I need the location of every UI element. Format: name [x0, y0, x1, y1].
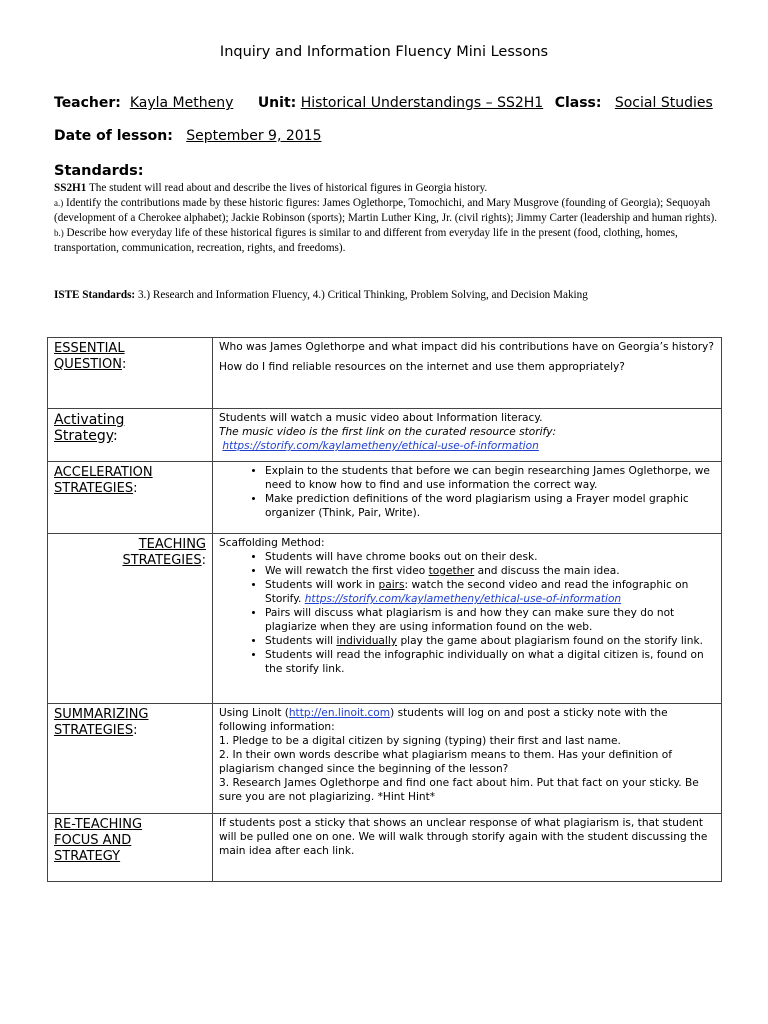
storify-link[interactable]: https://storify.com/kaylametheny/ethical-use-of-information [304, 593, 622, 605]
date-value: September 9, 2015 [186, 128, 322, 144]
list-item: • We will rewatch the first video together and discuss the main idea. [265, 564, 715, 578]
reteaching-content: If students post a sticky that shows an unclear response of what plagiarism is, that student will be pulled one on one. We will walk through storify again with the student discussing the main idea after each link. [213, 814, 722, 882]
date-row [54, 128, 322, 144]
lesson-table [47, 337, 722, 882]
standard-a-text: Identify the contributions made by these historic figures: James Oglethorpe, Tomochichi, and Mary Musgrove (founding of Georgia); Sequoyah (development of a Cherokee alphabet); Jackie Robinson (sports); Martin Luther King, Jr. (civil rights); Jimmy Carter (leadership and human rights). [54, 197, 718, 224]
list-item: • Students will read the infographic individually on what a digital citizen is, found on the storify link. [265, 648, 715, 676]
summarizing-line-2: 1. Pledge to be a digital citizen by signing (typing) their first and last name. [219, 735, 621, 747]
activating-strategy-label: Activating Strategy: [48, 409, 213, 462]
summarizing-strategies-label: SUMMARIZING STRATEGIES: [48, 704, 213, 814]
teacher-label: Teacher: [54, 95, 121, 111]
linoit-link[interactable]: http://en.linoit.com [288, 707, 391, 719]
row-activating-strategy [48, 409, 722, 462]
row-acceleration-strategies [48, 462, 722, 534]
activating-line-2: The music video is the first link on the curated resource storify: [219, 426, 557, 438]
iste-label: ISTE Standards: [54, 289, 136, 301]
reteaching-label: RE-TEACHING FOCUS AND STRATEGY [48, 814, 213, 882]
summarizing-line-3: 2. In their own words describe what plagiarism means to them. Has your definition of plagiarism changed since the beginning of the lesson? [219, 749, 672, 775]
activating-strategy-content [213, 409, 722, 462]
iste-standards [54, 289, 734, 301]
teacher-value: Kayla Metheny [129, 95, 234, 111]
class-label: Class: [554, 95, 602, 111]
list-item: • Students will individually play the game about plagiarism found on the storify link. [265, 634, 715, 648]
document-title: Inquiry and Information Fluency Mini Lessons [219, 44, 549, 60]
summarizing-line-4: 3. Research James Oglethorpe and find one fact about him. Put that fact on your sticky. Be sure you are not plagiarizing. *Hint Hint* [219, 777, 699, 803]
unit-value: Historical Understandings – SS2H1 [300, 95, 544, 111]
standard-b-text: Describe how everyday life of these historical figures is similar to and different from everyday life in the present (food, clothing, homes, transportation, communication, recreation, rights, and freedoms). [54, 227, 678, 254]
summarizing-strategies-content: Using LinoIt (http://en.linoit.com) students will log on and post a sticky note with the following information: 1. Pledge to be a digital citizen by signing (typing) their first and last name. 2. In their own words describe what plagiarism means to them. Has your definition of plagiarism changed since the beginning of the lesson? 3. Research James Oglethorpe and find one fact about him. Put that fact on your sticky. Be sure you are not plagiarizing. *Hint Hint* [213, 704, 722, 814]
list-item: • Make prediction definitions of the word plagiarism using a Frayer model graphic organizer (Think, Pair, Write). [265, 492, 715, 520]
teaching-strategies-content [213, 534, 722, 704]
iste-text: 3.) Research and Information Fluency, 4.) Critical Thinking, Problem Solving, and Decision Making [135, 289, 588, 301]
essential-question-2: How do I find reliable resources on the internet and use them appropriately? [219, 361, 625, 373]
list-item: • Students will have chrome books out on their desk. [265, 550, 715, 564]
row-reteaching [48, 814, 722, 882]
storify-link[interactable]: https://storify.com/kaylametheny/ethical-use-of-information [222, 440, 539, 452]
row-teaching-strategies [48, 534, 722, 704]
teaching-intro: Scaffolding Method: [219, 537, 325, 549]
list-item: • Explain to the students that before we can begin researching James Oglethorpe, we need to know how to find and use information the correct way. [265, 464, 715, 492]
date-label: Date of lesson: [54, 128, 173, 144]
essential-question-1: Who was James Oglethorpe and what impact did his contributions have on Georgia’s history? [219, 341, 714, 353]
standards-text [54, 181, 724, 256]
list-item: • Pairs will discuss what plagiarism is and how they can make sure they do not plagiarize when they are using information found on the web. [265, 606, 715, 634]
acceleration-strategies-content [213, 462, 722, 534]
essential-question-label: ESSENTIAL QUESTION: [48, 338, 213, 409]
row-summarizing-strategies [48, 704, 722, 814]
list-item: • Students will work in pairs: watch the second video and read the infographic on Storify. https://storify.com/kaylametheny/ethical-use-of-information [265, 578, 715, 606]
class-value: Social Studies [614, 95, 713, 111]
acceleration-strategies-label: ACCELERATION STRATEGIES: [48, 462, 213, 534]
standard-intro: The student will read about and describe the lives of historical figures in Georgia history. [86, 182, 488, 194]
standard-a-marker: a.) [54, 198, 64, 208]
standard-code: SS2H1 [54, 182, 87, 194]
standard-b-marker: b.) [54, 228, 64, 238]
standards-heading: Standards: [54, 163, 144, 179]
unit-label: Unit: [257, 95, 297, 111]
teaching-strategies-label: TEACHING STRATEGIES: [48, 534, 213, 704]
teacher-unit-class-row [54, 95, 713, 111]
row-essential-question [48, 338, 722, 409]
activating-line-1: Students will watch a music video about Information literacy. [219, 412, 543, 424]
essential-question-content [213, 338, 722, 409]
